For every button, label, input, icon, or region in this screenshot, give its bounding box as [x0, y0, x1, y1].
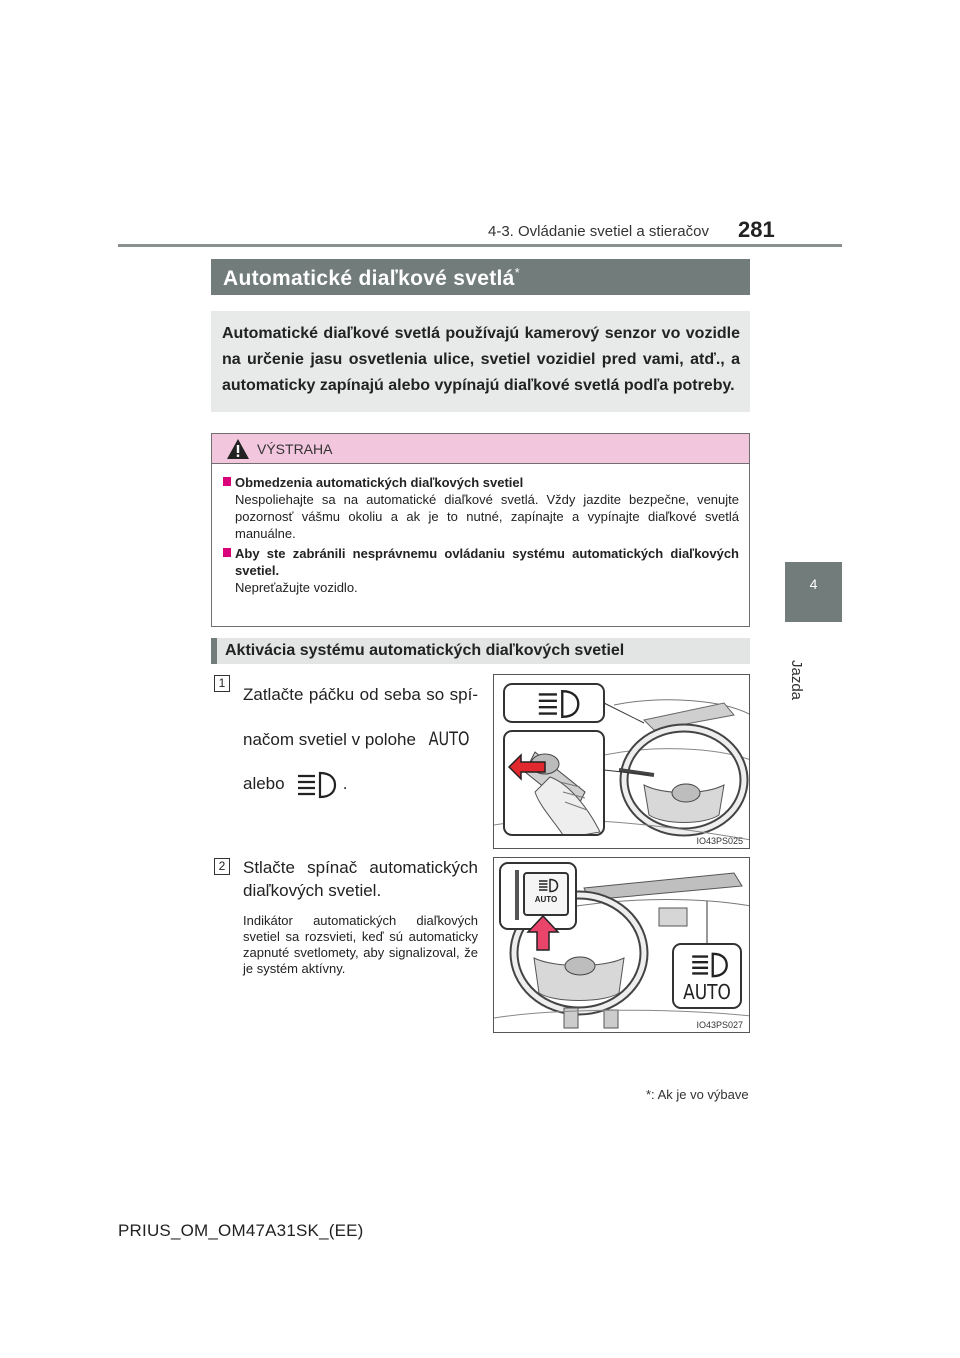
step-1-text [243, 673, 478, 806]
document-code: PRIUS_OM_OM47A31SK_(EE) [118, 1221, 364, 1240]
callout-indicator [672, 943, 742, 1009]
page-title-text: Automatické diaľkové svetlá [223, 267, 515, 290]
chapter-tab[interactable]: 4 [785, 562, 842, 622]
warning-header [212, 434, 749, 464]
auto-mode-icon: AUTO [428, 728, 470, 750]
warning-triangle-icon [226, 438, 250, 460]
warning-title: VÝSTRAHA [257, 441, 333, 457]
high-beam-icon [537, 878, 559, 893]
step-1-line-2: načom svetiel v polohe AUTO [243, 717, 478, 762]
high-beam-icon [294, 770, 338, 800]
section-breadcrumb: 4-3. Ovládanie svetiel a stieračov [488, 223, 709, 240]
step-2-instruction: Stlačte spínač automatických diaľkových svetiel. [243, 858, 478, 900]
warning-item-heading: Obmedzenia automatických diaľkových svetiel [223, 474, 739, 491]
warning-bullet-icon [223, 548, 231, 557]
step-1-line-3: alebo . [243, 762, 478, 806]
high-beam-icon [533, 688, 583, 720]
warning-item-text: Nespoliehajte sa na automatické diaľkové svetlá. Vždy jazdite bezpečne, venujte pozornosť vášmu okoliu a ak je to nutné, zapínajte a vypínajte diaľkové svetlá manuálne. [235, 492, 739, 541]
figure-auto-switch [493, 857, 750, 1033]
header-divider [118, 244, 842, 247]
switch-label: AUTO [534, 895, 558, 904]
auto-high-beam-switch[interactable] [523, 872, 569, 916]
page-title [211, 259, 750, 295]
warning-item-text: Nepreťažujte vozidlo. [235, 580, 358, 595]
page-number: 281 [738, 217, 775, 242]
figure-lever-push [493, 674, 750, 849]
callout-high-beam [503, 683, 605, 723]
warning-body [212, 464, 749, 596]
footnote: *: Ak je vo výbave [646, 1087, 749, 1102]
step-number-2: 2 [214, 858, 230, 875]
warning-box [211, 433, 750, 627]
push-arrow-icon [507, 752, 547, 782]
step-1-line-1: Zatlačte páčku od seba so spí- [243, 685, 478, 704]
step-number-1: 1 [214, 675, 230, 692]
subsection-title: Aktivácia systému automatických diaľkových svetiel [211, 638, 750, 664]
chapter-label: Jazda [788, 660, 805, 701]
figure-code: IO43PS025 [696, 836, 743, 846]
warning-item-heading: Aby ste zabránili nesprávnemu ovládaniu systému automatických diaľkových svetiel. [223, 545, 739, 579]
intro-paragraph: Automatické diaľkové svetlá používajú kamerový senzor vo vozidle na určenie jasu osvetlenia ulice, svetiel vozidiel pred vami, atď., a automaticky zapínajú alebo vypínajú diaľkové svetlá podľa potreby. [211, 311, 750, 412]
hand-pushing-lever-illustration [505, 732, 605, 836]
optional-equipment-marker: * [514, 265, 521, 280]
step-2-text [243, 856, 478, 977]
callout-lever-closeup [503, 730, 605, 836]
figure-code: IO43PS027 [696, 1020, 743, 1030]
indicator-label: AUTO [683, 980, 731, 1004]
warning-bullet-icon [223, 477, 231, 486]
press-arrow-icon [526, 914, 560, 952]
step-2-note: Indikátor automatických diaľkových svetiel sa rozsvieti, keď sú automaticky zapnuté svetlomety, aby signalizoval, že je systém aktívny. [243, 913, 478, 976]
switch-panel-edge [515, 870, 519, 920]
high-beam-indicator-icon [687, 951, 731, 979]
